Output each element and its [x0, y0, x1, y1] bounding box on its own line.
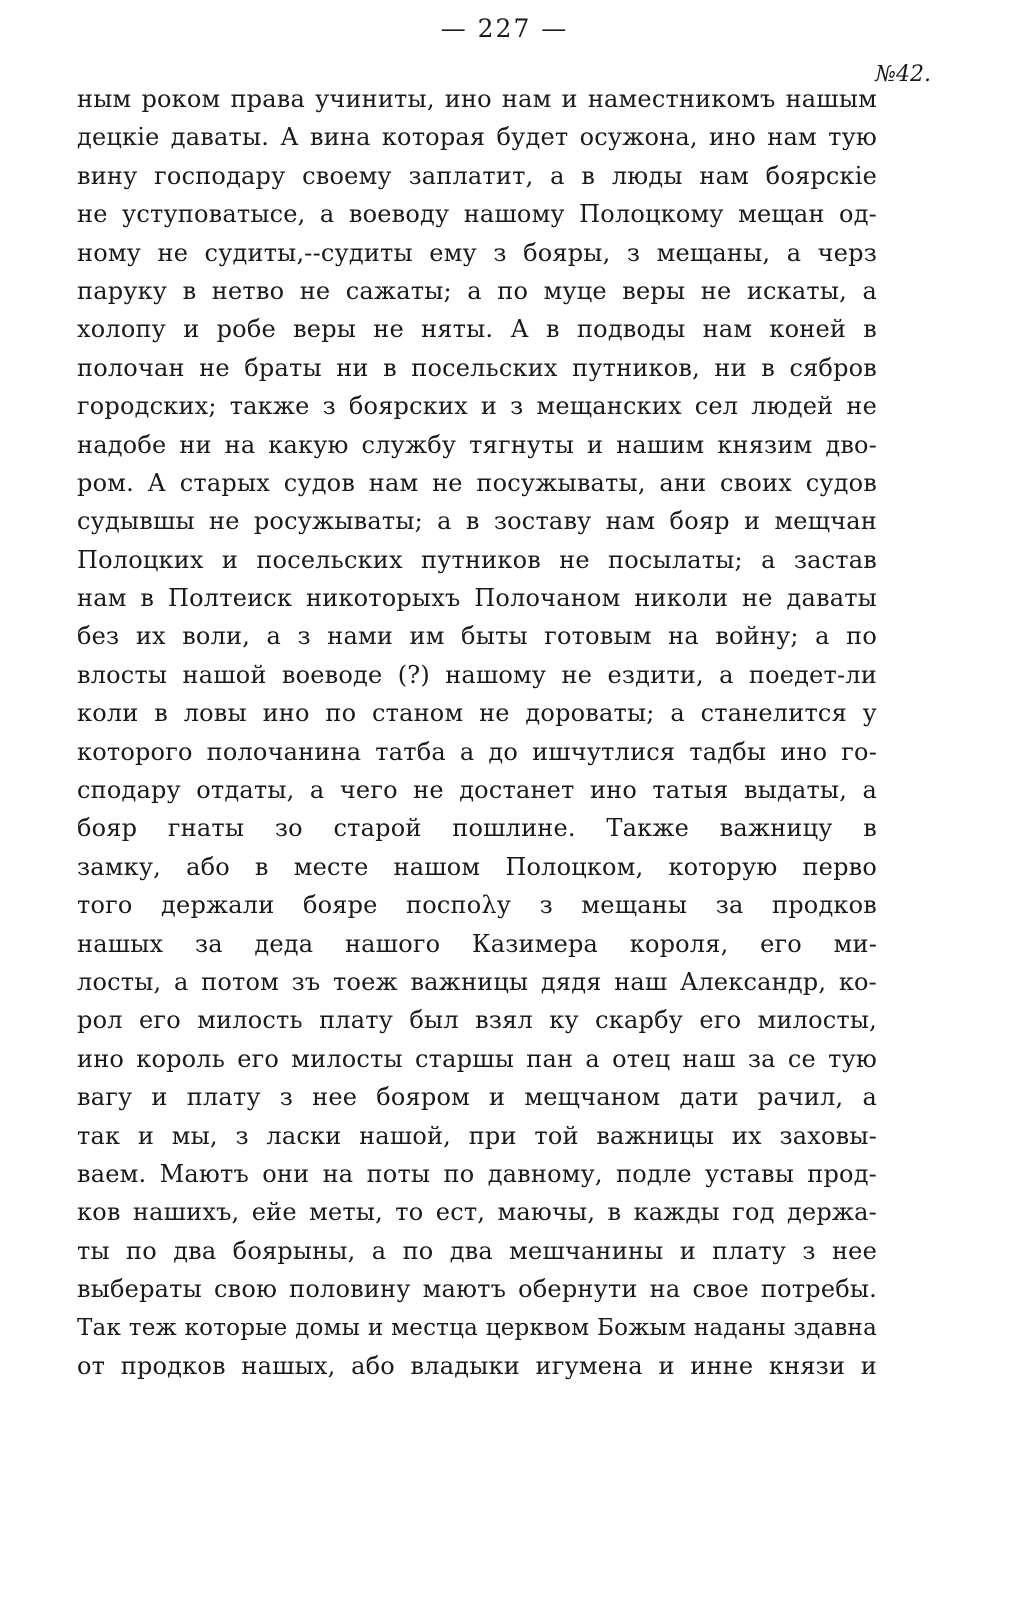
document-number: №42.: [875, 62, 931, 87]
text-line: нашых за деда нашого Казимера короля, его ми-: [77, 929, 877, 958]
text-line: коли в ловы ино по станом не дороваты; а станелится у: [77, 699, 877, 728]
text-line: выбераты свою половину маютъ обернути на свое потребы.: [77, 1275, 877, 1304]
text-line: замку, або в месте нашом Полоцком, которую перво: [77, 852, 877, 881]
text-line: нам в Полтеиск никоторыхъ Полочаном николи не даваты: [77, 584, 877, 613]
text-line: рол его милость плату был взял ку скарбу его милосты,: [77, 1006, 877, 1035]
text-line: ино король его милосты старшы пан а отец наш за се тую: [77, 1044, 877, 1073]
text-line: бояр гнаты зо старой пошлине. Также важницу в: [77, 814, 877, 843]
text-line: ков нашихъ, ейе меты, то ест, маючы, в кажды год держа-: [77, 1198, 877, 1227]
text-line: Полоцких и посельских путников не посылаты; а застав: [77, 545, 877, 574]
text-line: вину господару своему заплатит, а в люды нам боярскіе: [77, 161, 877, 190]
text-line: лосты, а потом зъ тоеж важницы дядя наш Александр, ко-: [77, 967, 877, 996]
text-line: без их воли, а з нами им быты готовым на войну; а по: [77, 622, 877, 651]
text-line: влосты нашой воеводе (?) нашому не ездити, а поедет-ли: [77, 660, 877, 689]
text-line: децкіе даваты. А вина которая будет осужона, ино нам тую: [77, 123, 877, 152]
text-line: того держали бояре поспολу з мещаны за продков: [77, 891, 877, 920]
text-line: вагу и плату з нее бояром и мещчаном дати рачил, а: [77, 1083, 877, 1112]
page-number: — 227 —: [440, 14, 569, 43]
text-line: ным роком права учиниты, ино нам и наместникомъ нашым: [77, 85, 877, 113]
text-line: от продков нашых, або владыки игумена и инне князи и: [77, 1351, 877, 1380]
text-line: так и мы, з ласки нашой, при той важницы их заховы-: [77, 1121, 877, 1150]
text-line: судывшы не росужываты; а в зоставу нам бояр и мещчан: [77, 507, 877, 536]
text-line: ному не судиты,--судиты ему з бояры, з мещаны, а черз: [77, 238, 877, 267]
text-line: ты по два боярыны, а по два мешчанины и плату з нее: [77, 1236, 877, 1265]
text-line: паруку в нетво не сажаты; а по муце веры не искаты, а: [77, 276, 877, 305]
text-line: надобе ни на какую службу тягнуты и нашим князим дво-: [77, 430, 877, 459]
text-line: полочан не браты ни в посельских путников, ни в сябров: [77, 353, 877, 382]
text-line: Так теж которые домы и местца церквом Божым наданы здавна: [77, 1314, 877, 1341]
text-line: сподару отдаты, а чего не достанет ино татыя выдаты, а: [77, 776, 877, 805]
text-line: холопу и робе веры не няты. А в подводы нам коней в: [77, 315, 877, 344]
body-text: [77, 80, 877, 1385]
text-line: городских; также з боярских и з мещанских сел людей не: [77, 392, 877, 421]
text-line: ваем. Маютъ они на поты по давному, подле уставы прод-: [77, 1159, 877, 1188]
text-line: которого полочанина татба а до ишчутлися тадбы ино го-: [77, 737, 877, 766]
text-line: не уступоватысе, а воеводу нашому Полоцкому мещан од-: [77, 200, 877, 229]
text-line: ром. А старых судов нам не посужываты, ани своих судов: [77, 468, 877, 497]
